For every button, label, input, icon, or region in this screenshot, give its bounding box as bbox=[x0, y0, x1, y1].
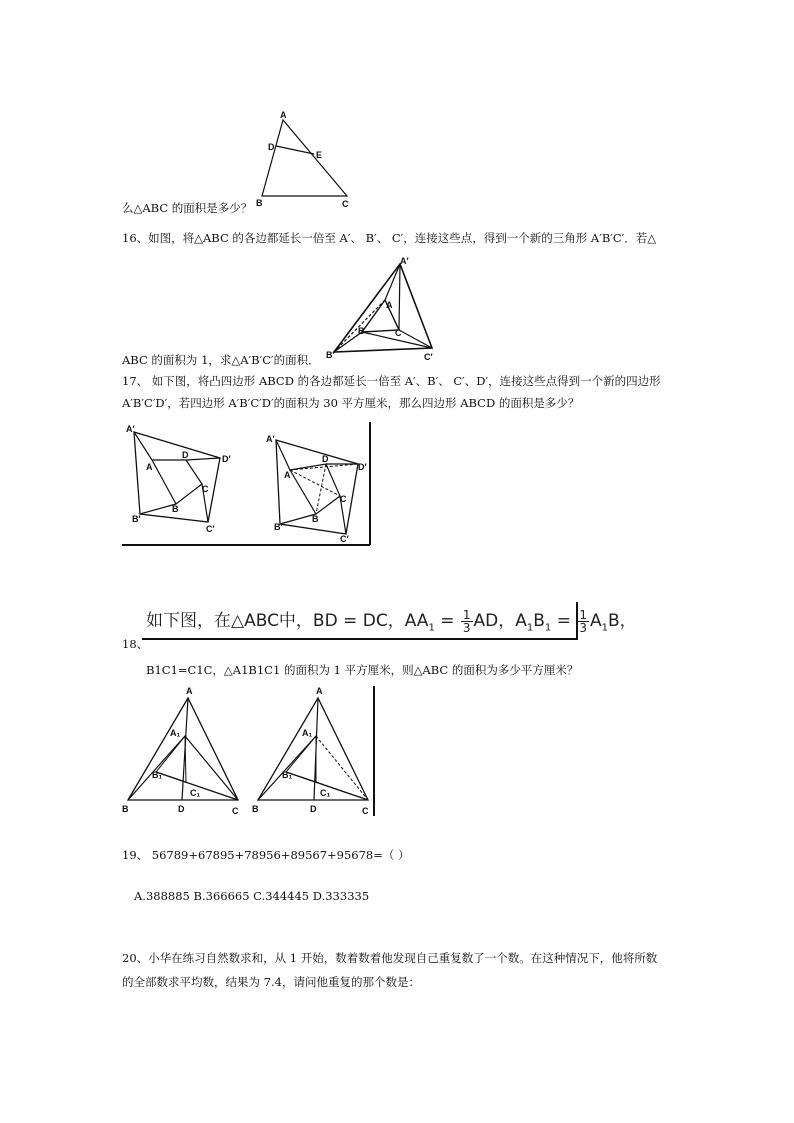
q18-right-label-b: B bbox=[252, 804, 259, 814]
q18-left-label-a: A bbox=[186, 686, 193, 696]
q15-label-d: D bbox=[268, 142, 275, 152]
q15-label-b: B bbox=[256, 198, 263, 208]
q18-right-label-a1: A₁ bbox=[302, 728, 313, 738]
q15-text: 么△ABC 的面积是多少？ bbox=[122, 201, 253, 215]
q18-left-label-c1: C₁ bbox=[190, 788, 201, 798]
q17-left-label-b: B bbox=[172, 504, 179, 514]
q17-quadrilateral-figures bbox=[120, 418, 380, 550]
q17-left-label-b-prime: B′ bbox=[132, 514, 141, 524]
q17-right-label-a-prime: A′ bbox=[266, 434, 275, 444]
q18-left-label-b: B bbox=[122, 804, 129, 814]
q16-label-a: A bbox=[386, 300, 393, 310]
q18-right-label-b1: B₁ bbox=[282, 770, 293, 780]
q18-left-label-c: C bbox=[232, 806, 239, 816]
q19-question: 19、 56789+67895+78956+89567+95678=（ ） bbox=[122, 848, 410, 862]
q17-right-label-a: A bbox=[284, 470, 291, 480]
q18-left-label-d: D bbox=[178, 804, 185, 814]
q19-options: A.388885 B.366665 C.344445 D.333335 bbox=[134, 889, 370, 903]
q16-label-b: B bbox=[358, 326, 365, 336]
q17-left-label-d-prime: D′ bbox=[222, 454, 231, 464]
q18-right-label-c1: C₁ bbox=[320, 788, 331, 798]
q18-right-label-a: A bbox=[316, 686, 323, 696]
q16-triangle-figure bbox=[322, 254, 442, 366]
q17-line2: A′B′C′D′，若四边形 A′B′C′D′的面积为 30 平方厘米，那么四边形 ABCD 的面积是多少？ bbox=[122, 396, 580, 410]
q18-left-label-b1: B₁ bbox=[152, 770, 163, 780]
q16-label-c: C bbox=[395, 328, 402, 338]
q18-line2: B1C1=C1C，△A1B1C1 的面积为 1 平方厘米，则△ABC 的面积为多少平方厘米？ bbox=[146, 663, 579, 677]
q20-line2: 的全部数求平均数，结果为 7.4，请问他重复的那个数是： bbox=[122, 975, 420, 989]
q15-label-a: A bbox=[280, 110, 287, 120]
q18-number: 18、 bbox=[122, 637, 149, 651]
q18-right-label-c: C bbox=[362, 806, 369, 816]
q17-right-label-b: B bbox=[312, 514, 319, 524]
q16-label-c-prime: C′ bbox=[424, 352, 433, 362]
q17-right-label-c: C bbox=[340, 494, 347, 504]
q17-left-label-c: C bbox=[202, 484, 209, 494]
q17-right-label-c-prime: C′ bbox=[340, 534, 349, 544]
q17-right-label-b-prime: B′ bbox=[274, 522, 283, 532]
q15-label-e: E bbox=[316, 150, 323, 160]
q17-left-label-a-prime: A′ bbox=[126, 424, 135, 434]
q16-label-a-prime: A′ bbox=[400, 256, 409, 266]
q16-label-b-prime: B′ bbox=[326, 350, 335, 360]
q16-line1: 16、如图，将△ABC 的各边都延长一倍至 A′、 B′、 C′，连接这些点，得到一个新的三角形 A′B′C′．若△ bbox=[122, 231, 657, 245]
q18-right-label-d: D bbox=[310, 804, 317, 814]
q17-left-label-c-prime: C′ bbox=[206, 524, 215, 534]
q17-right-label-d: D bbox=[322, 454, 329, 464]
q16-line2: ABC 的面积为 1，求△A′B′C′的面积． bbox=[122, 353, 320, 367]
q18-triangle-figures bbox=[118, 684, 380, 818]
q18-banner-text: 如下图，在△ABC中，BD = DC，$AA_1$ = $\frac{1}{3}$ AD，$A_1B_1$ = $\frac{1}{3}$ $A_1B$， bbox=[146, 607, 637, 635]
q17-left-label-d: D bbox=[182, 450, 189, 460]
q17-line1: 17、 如下图，将凸四边形 ABCD 的各边都延长一倍至 A′、B′、 C′、D′，连接这些点得到一个新的四边形 bbox=[122, 374, 661, 388]
q18-left-label-a1: A₁ bbox=[170, 728, 181, 738]
q20-line1: 20、小华在练习自然数求和，从 1 开始，数着数着他发现自己重复数了一个数。在这种情况下，他将所数 bbox=[122, 951, 658, 965]
q15-label-c: C bbox=[342, 199, 349, 209]
q15-triangle-figure bbox=[250, 108, 360, 208]
q17-right-label-d-prime: D′ bbox=[358, 462, 367, 472]
q17-left-label-a: A bbox=[146, 462, 153, 472]
